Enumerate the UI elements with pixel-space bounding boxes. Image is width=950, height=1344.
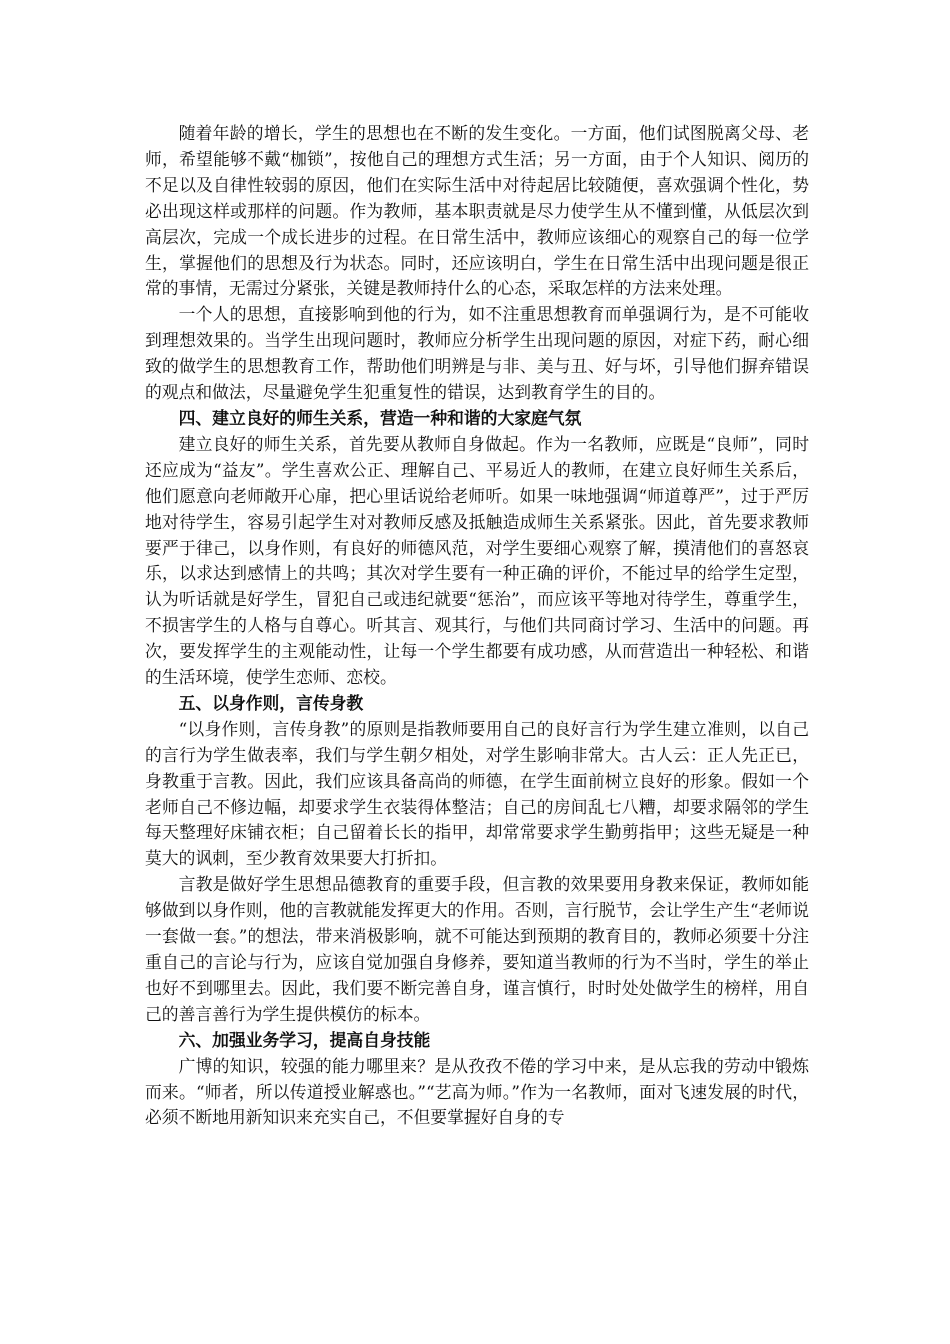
body-paragraph: 广博的知识，较强的能力哪里来？是从孜孜不倦的学习中来，是从忘我的劳动中锻炼而来。“师者，所以传道授业解惑也。”“艺高为师。”作为一名教师，面对飞速发展的时代，必须不断地用新知识来充实自己，不但要掌握好自身的专 — [145, 1055, 809, 1128]
body-paragraph: 建立良好的师生关系，首先要从教师自身做起。作为一名教师，应既是“良师”，同时还应成为“益友”。学生喜欢公正、理解自己、平易近人的教师，在建立良好师生关系后，他们愿意向老师敞开心扉，把心里话说给老师听。如果一味地强调“师道尊严”，过于严厉地对待学生，容易引起学生对对教师反感及抵触造成师生关系紧张。因此，首先要求教师要严于律己，以身作则，有良好的师德风范，对学生要细心观察了解，摸清他们的喜怒哀乐，以求达到感情上的共鸣；其次对学生要有一种正确的评价，不能过早的给学生定型，认为听话就是好学生，冒犯自己或违纪就要“惩治”，而应该平等地对待学生，尊重学生，不损害学生的人格与自尊心。听其言、观其行，与他们共同商讨学习、生活中的问题。再次，要发挥学生的主观能动性，让每一个学生都要有成功感，从而营造出一种轻松、和谐的生活环境，使学生恋师、恋校。 — [145, 433, 809, 688]
section-heading: 六、加强业务学习，提高自身技能 — [178, 1029, 431, 1050]
body-paragraph: 言教是做好学生思想品德教育的重要手段，但言教的效果要用身教来保证，教师如能够做到以身作则，他的言教就能发挥更大的作用。否则，言行脱节，会让学生产生“老师说一套做一套。”的想法，带来消极影响，就不可能达到预期的教育目的，教师必须要十分注重自己的言论与行为，应该自觉加强自身修养，要知道当教师的行为不当时，学生的举止也好不到哪里去。因此，我们要不断完善自身，谨言慎行，时时处处做学生的榜样，用自己的善言善行为学生提供模仿的标本。 — [145, 874, 809, 1024]
section-heading: 五、以身作则，言传身教 — [178, 692, 364, 713]
document-page — [145, 121, 809, 1131]
section-heading: 四、建立良好的师生关系，营造一种和谐的大家庭气氛 — [178, 407, 582, 428]
body-paragraph: “以身作则，言传身教”的原则是指教师要用自己的良好言行为学生建立准则，以自己的言行为学生做表率，我们与学生朝夕相处，对学生影响非常大。古人云：正人先正已，身教重于言教。因此，我们应该具备高尚的师德，在学生面前树立良好的形象。假如一个老师自己不修边幅，却要求学生衣装得体整洁；自己的房间乱七八糟，却要求隔邻的学生每天整理好床铺衣柜；自己留着长长的指甲，却常常要求学生勤剪指甲；这些无疑是一种莫大的讽刺，至少教育效果要大打折扣。 — [145, 718, 809, 869]
body-paragraph: 一个人的思想，直接影响到他的行为，如不注重思想教育而单强调行为，是不可能收到理想效果的。当学生出现问题时，教师应分析学生出现问题的原因，对症下药，耐心细致的做学生的思想教育工作，帮助他们明辨是与非、美与丑、好与坏，引导他们摒弃错误的观点和做法，尽量避免学生犯重复性的错误，达到教育学生的目的。 — [145, 304, 809, 403]
body-paragraph: 随着年龄的增长，学生的思想也在不断的发生变化。一方面，他们试图脱离父母、老师，希望能够不戴“枷锁”，按他自己的理想方式生活；另一方面，由于个人知识、阅历的不足以及自律性较弱的原因，他们在实际生活中对待起居比较随便，喜欢强调个性化，势必出现这样或那样的问题。作为教师，基本职责就是尽力使学生从不懂到懂，从低层次到高层次，完成一个成长进步的过程。在日常生活中，教师应该细心的观察自己的每一位学生，掌握他们的思想及行为状态。同时，还应该明白，学生在日常生活中出现问题是很正常的事情，无需过分紧张，关键是教师持什么的心态，采取怎样的方法来处理。 — [145, 123, 809, 299]
